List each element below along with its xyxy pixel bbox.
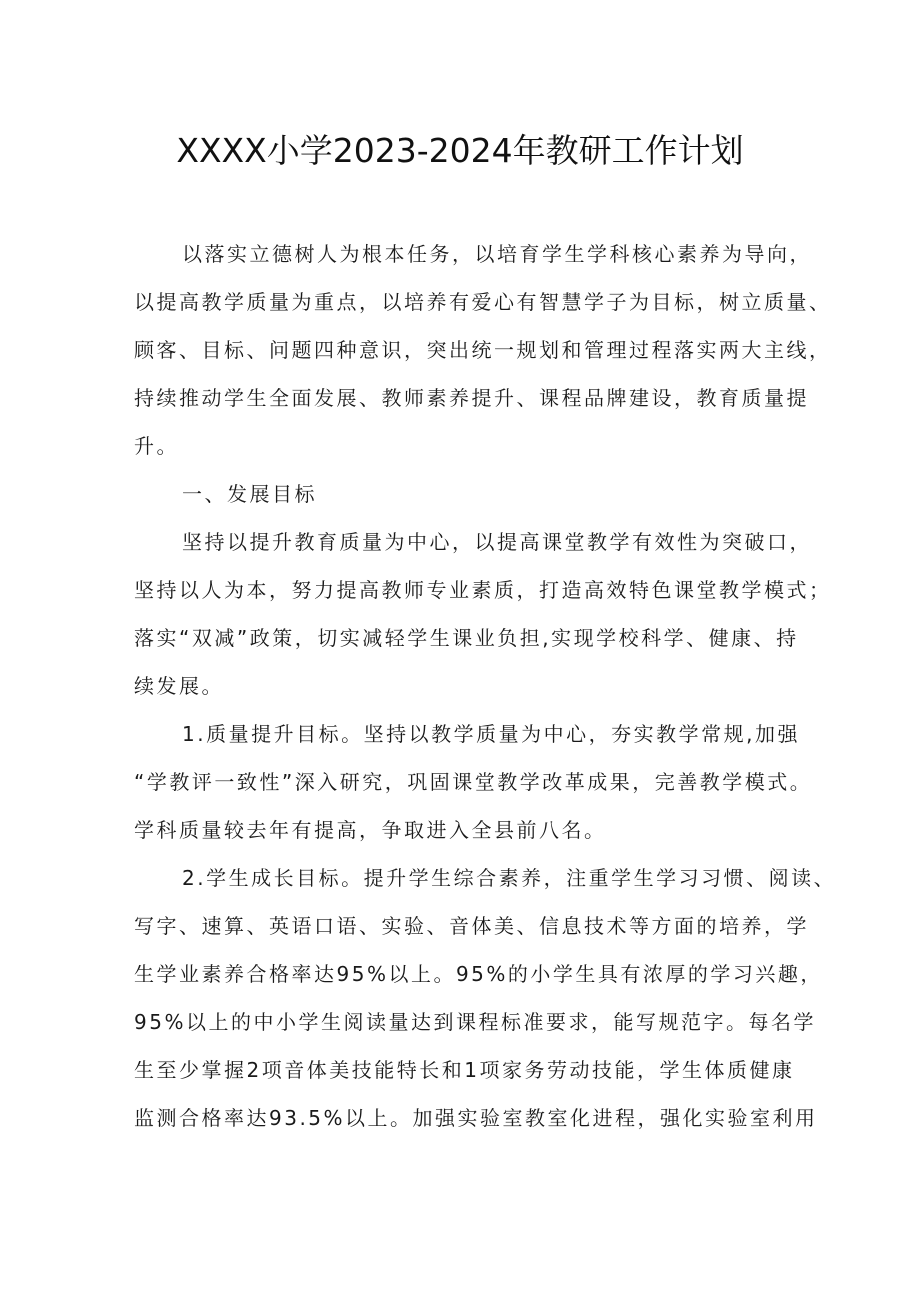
paragraph-line: 以落实立德树人为根本任务，以培育学生学科核心素养为导向， (182, 242, 812, 266)
paragraph-line: “学教评一致性”深入研究，巩固课堂教学改革成果，完善教学模式。 (134, 770, 813, 794)
section-heading: 一、发展目标 (182, 482, 317, 506)
document-title: XXXX小学2023-2024年教研工作计划 (176, 131, 744, 170)
paragraph-line: 学科质量较去年有提高，争取进入全县前八名。 (134, 818, 607, 842)
document-body (134, 238, 837, 1150)
paragraph-line: 升。 (134, 434, 179, 458)
paragraph-line: 坚持以提升教育质量为中心，以提高课堂教学有效性为突破口， (182, 530, 812, 554)
paragraph-line: 2.学生成长目标。提升学生综合素养，注重学生学习习惯、阅读、 (182, 866, 837, 890)
paragraph-line: 持续推动学生全面发展、教师素养提升、课程品牌建设，教育质量提 (134, 386, 809, 410)
paragraph-line: 1.质量提升目标。坚持以教学质量为中心，夯实教学常规,加强 (182, 722, 800, 746)
paragraph-line: 坚持以人为本，努力提高教师专业素质，打造高效特色课堂教学模式； (134, 578, 832, 602)
paragraph-line: 顾客、目标、问题四种意识，突出统一规划和管理过程落实两大主线， (134, 338, 832, 362)
paragraph-line: 95%以上的中小学生阅读量达到课程标准要求，能写规范字。每名学 (134, 1010, 816, 1034)
paragraph-line: 监测合格率达93.5%以上。加强实验室教室化进程，强化实验室利用 (134, 1106, 818, 1130)
paragraph-line: 写字、速算、英语口语、实验、音体美、信息技术等方面的培养，学 (134, 914, 809, 938)
paragraph-line: 续发展。 (134, 674, 224, 698)
paragraph-line: 生至少掌握2项音体美技能特长和1项家务劳动技能，学生体质健康 (134, 1058, 795, 1082)
paragraph-line: 生学业素养合格率达95%以上。95%的小学生具有浓厚的学习兴趣， (134, 962, 823, 986)
paragraph-line: 以提高教学质量为重点，以培养有爱心有智慧学子为目标，树立质量、 (134, 290, 832, 314)
paragraph-line: 落实“双减”政策，切实减轻学生课业负担,实现学校科学、健康、持 (134, 626, 799, 650)
